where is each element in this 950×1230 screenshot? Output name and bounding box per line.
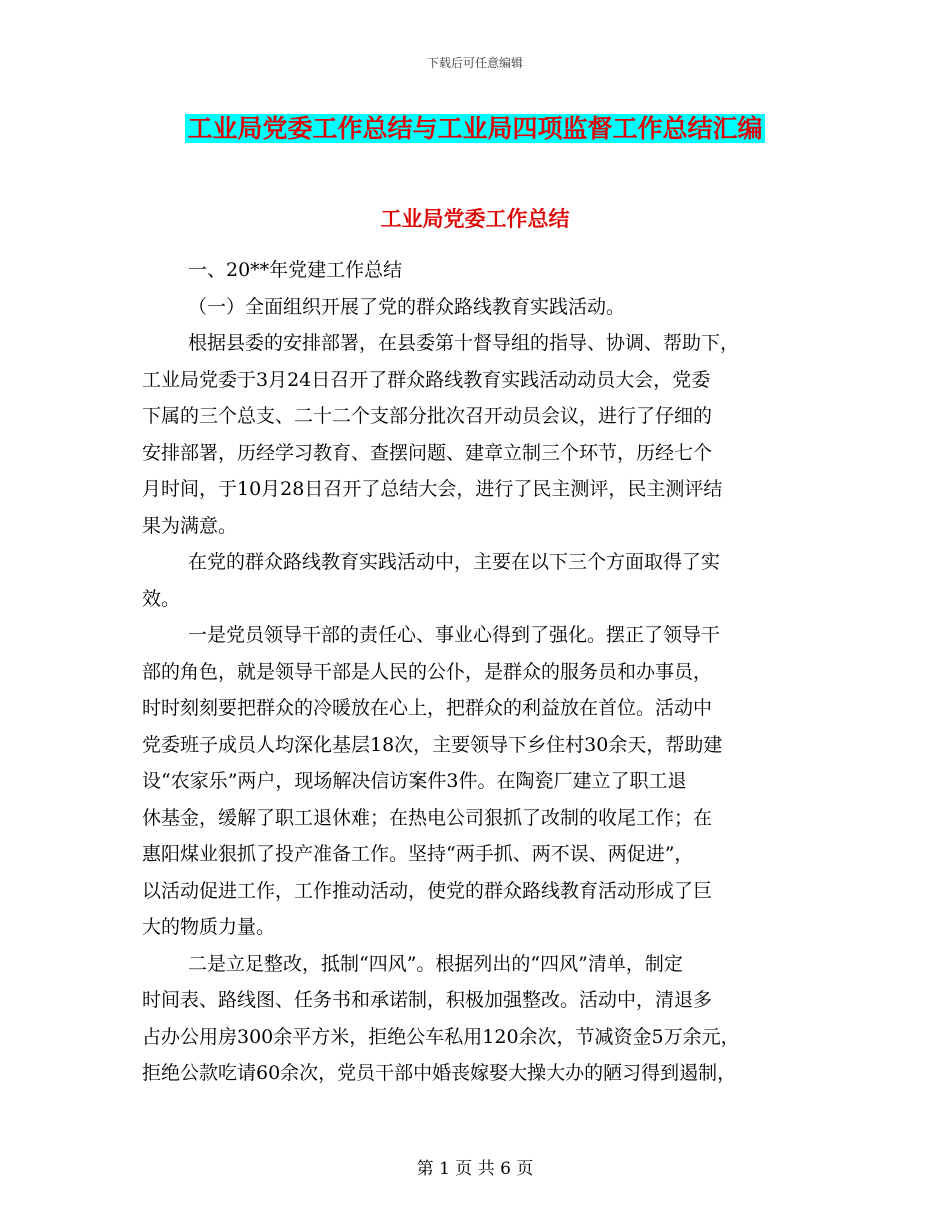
body-line: 根据县委的安排部署，在县委第十督导组的指导、协调、帮助下，: [188, 332, 740, 354]
body-line: （一）全面组织开展了党的群众路线教育实践活动。: [188, 295, 626, 318]
body-line: 二是立足整改，抵制“四风”。根据列出的“四风”清单，制定: [188, 952, 683, 975]
header-note: 下载后可任意编辑: [426, 56, 523, 70]
body-line: 一是党员领导干部的责任心、事业心得到了强化。摆正了领导干: [188, 624, 721, 646]
body-line: 以活动促进工作，工作推动活动，使党的群众路线教育活动形成了巨: [142, 879, 713, 902]
document-title: [0, 112, 950, 146]
body-line: 安排部署，历经学习教育、查摆问题、建章立制三个环节，历经七个: [142, 441, 713, 464]
body-line: 设“农家乐”两户，现场解决信访案件3件。在陶瓷厂建立了职工退: [142, 770, 687, 792]
body-line: 果为满意。: [142, 514, 238, 537]
body-line: 占办公用房300余平方米，拒绝公车私用120余次，节减资金5万余元，: [142, 1025, 740, 1048]
body-line: 惠阳煤业狠抓了投产准备工作。坚持“两手抓、两不误、两促进”，: [142, 843, 694, 865]
body-line: 在党的群众路线教育实践活动中，主要在以下三个方面取得了实: [188, 551, 721, 573]
document-body: [142, 252, 822, 1092]
body-line: 时间表、路线图、任务书和承诺制，积极加强整改。活动中，清退多: [142, 989, 713, 1011]
body-line: 效。: [142, 587, 181, 610]
page-footer: 第 1 页 共 6 页: [416, 1159, 534, 1179]
body-line: 下属的三个总支、二十二个支部分批次召开动员会议，进行了仔细的: [142, 405, 713, 427]
body-line: 休基金，缓解了职工退休难；在热电公司狠抓了改制的收尾工作；在: [142, 806, 713, 829]
body-line: 大的物质力量。: [142, 916, 276, 938]
body-line: 工业局党委于3月24日召开了群众路线教育实践活动动员大会，党委: [142, 368, 711, 391]
body-line: 党委班子成员人均深化基层18次，主要领导下乡住村30余天，帮助建: [142, 733, 723, 756]
body-line: 部的角色，就是领导干部是人民的公仆，是群众的服务员和办事员，: [142, 660, 713, 683]
body-line: 时时刻刻要把群众的冷暖放在心上，把群众的利益放在首位。活动中: [142, 697, 713, 719]
body-line: 拒绝公款吃请60余次，党员干部中婚丧嫁娶大操大办的陋习得到遏制，: [142, 1062, 737, 1084]
body-line: 月时间，于10月28日召开了总结大会，进行了民主测评，民主测评结: [142, 478, 723, 500]
body-line: 一、20**年党建工作总结: [188, 259, 403, 281]
section-title: 工业局党委工作总结: [380, 206, 570, 231]
document-title-text: 工业局党委工作总结与工业局四项监督工作总结汇编: [187, 114, 763, 143]
